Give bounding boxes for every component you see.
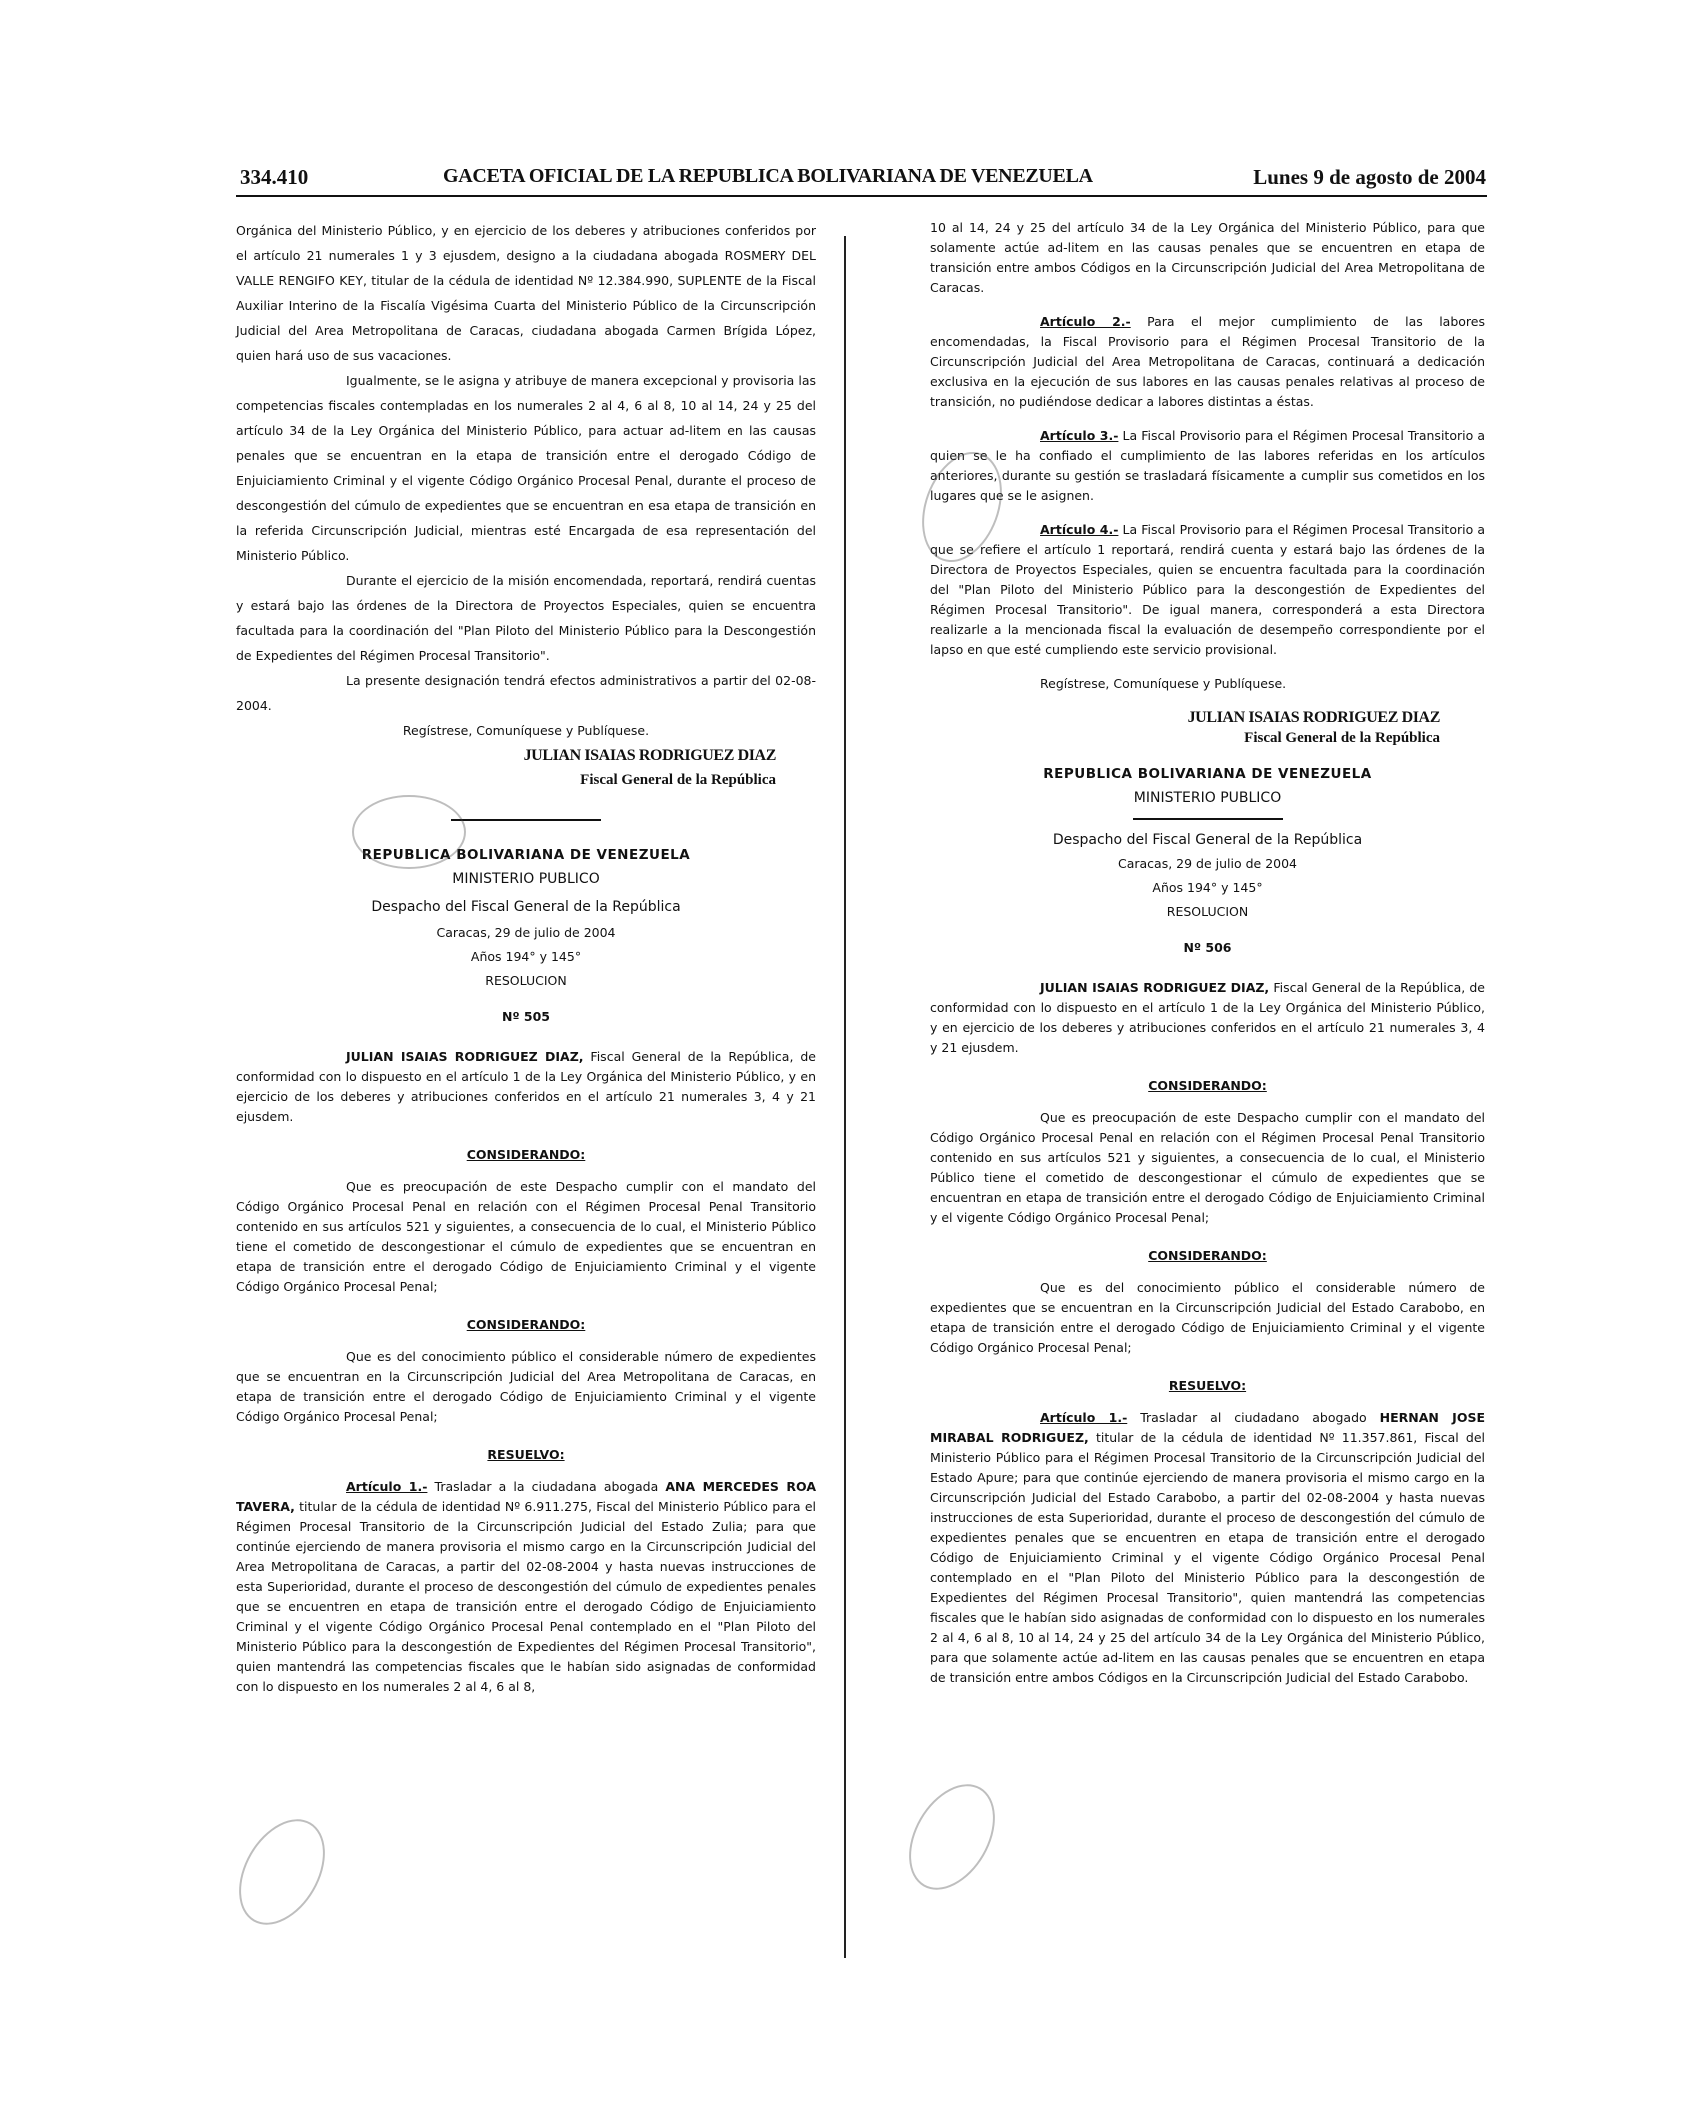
article-1 <box>236 1477 816 1697</box>
resuelvo-heading: RESUELVO: <box>1168 1378 1247 1393</box>
article-3 <box>930 426 1485 506</box>
office-name: Despacho del Fiscal General de la República <box>371 899 681 915</box>
considerando-heading: CONSIDERANDO: <box>1148 1248 1267 1263</box>
article-4 <box>930 520 1485 660</box>
ministry-name: MINISTERIO PUBLICO <box>452 871 600 887</box>
page-number: 334.410 <box>240 165 309 189</box>
intro-name: JULIAN ISAIAS RODRIGUEZ DIAZ, <box>1040 980 1270 995</box>
considerando-heading: CONSIDERANDO: <box>466 1147 586 1162</box>
article-label: Artículo 4.- <box>1040 522 1119 537</box>
considerando-text: Que es del conocimiento público el considerable número de expedientes que se encuentran en la Circunscripción Judicial del Estado Carabobo, en etapa de transición entre el derogado Código de Enjuiciamiento Criminal y el vigente Código Orgánico Procesal Penal; <box>930 1280 1485 1355</box>
header-rule <box>236 195 1487 197</box>
resuelvo-heading: RESUELVO: <box>487 1447 565 1462</box>
article-text: La Fiscal Provisorio para el Régimen Procesal Transitorio a quien se le ha confiado el cumplimiento de las labores referidas en los artículos anteriores, durante su gestión se trasladará físicamente a cumplir sus cometidos en los lugares que se le asignen. <box>930 428 1486 503</box>
intro-text: Fiscal General de la República, de conformidad con lo dispuesto en el artículo 1 de la Ley Orgánica del Ministerio Público, y en ejercicio de los deberes y atribuciones conferidos en el artículo 21 numerales 3, 4 y 21 ejusdem. <box>236 1049 816 1124</box>
official-seal-stamp <box>221 1804 342 1940</box>
ministry-name: MINISTERIO PUBLICO <box>1133 790 1282 806</box>
article-label: Artículo 1.- <box>1040 1410 1128 1425</box>
section-rule <box>451 819 601 821</box>
issue-date: Lunes 9 de agosto de 2004 <box>1253 165 1486 189</box>
paragraph: Igualmente, se le asigna y atribuye de manera excepcional y provisoria las competencias fiscales contempladas en los numerales 2 al 4, 6 al 8, 10 al 14, 24 y 25 del artículo 34 de la Ley Orgánica del Ministerio Público, para actuar ad-litem en las causas penales que se encuentran en la etapa de transición entre el derogado Código de Enjuiciamiento Criminal y el vigente Código Orgánico Procesal Penal, durante el proceso de descongestión del cúmulo de expedientes que se encuentran en esa etapa de transición en la referida Circunscripción Judicial, mientras esté Encargada de esa representación del Ministerio Público. <box>236 373 816 563</box>
considerando-heading: CONSIDERANDO: <box>1148 1078 1267 1093</box>
article-2 <box>930 312 1485 412</box>
resolution-number: Nº 506 <box>1183 940 1232 955</box>
article-label: Artículo 3.- <box>1040 428 1119 443</box>
article-text: La Fiscal Provisorio para el Régimen Procesal Transitorio a que se refiere el artículo 1 reportará, rendirá cuenta y estará bajo las órdenes de la Directora de Proyectos Especiales, quien se encuentra facultada para la coordinación del "Plan Piloto del Ministerio Público para la descongestión de Expedientes del Régimen Procesal Transitorio". De igual manera, corresponderá a esta Directora realizarle a la mencionada fiscal la evaluación de desempeño correspondiente por el lapso en que esté cumpliendo este servicio provisional. <box>930 522 1486 657</box>
signatory-name: JULIAN ISAIAS RODRIGUEZ DIAZ <box>523 747 776 764</box>
resolution-heading: REPUBLICA BOLIVARIANA DE VENEZUELA <box>1043 766 1372 782</box>
place-date: Caracas, 29 de julio de 2004 <box>1117 856 1298 871</box>
paragraph: La presente designación tendrá efectos administrativos a partir del 02-08-2004. <box>236 673 816 713</box>
signatory-name: JULIAN ISAIAS RODRIGUEZ DIAZ <box>1187 709 1440 726</box>
resolution-heading: REPUBLICA BOLIVARIANA DE VENEZUELA <box>361 847 691 863</box>
paragraph: Durante el ejercicio de la misión encomendada, reportará, rendirá cuentas y estará bajo las órdenes de la Directora de Proyectos Especiales, quien se encuentra facultada para la coordinación del "Plan Piloto del Ministerio Público para la Descongestión de Expedientes del Régimen Procesal Transitorio". <box>236 573 816 663</box>
article-text: titular de la cédula de identidad Nº 6.911.275, Fiscal del Ministerio Público para el Régimen Procesal Transitorio de la Circunscripción Judicial del Estado Zulia; para que continúe ejerciendo de manera provisoria el mismo cargo en la Circunscripción Judicial del Area Metropolitana de Caracas, a partir del 02-08-2004 y hasta nuevas instrucciones de esta Superioridad, durante el proceso de descongestión del cúmulo de expedientes penales que se encuentren en etapa de transición entre el derogado Código de Enjuiciamiento Criminal y el vigente Código Orgánico Procesal Penal contemplado en el "Plan Piloto del Ministerio Público para la descongestión de Expedientes del Régimen Procesal Transitorio", quien mantendrá las competencias fiscales que le habían sido asignadas de conformidad con lo dispuesto en los numerales 2 al 4, 6 al 8, <box>236 1499 816 1694</box>
right-column <box>930 218 1485 1688</box>
article-label: Artículo 2.- <box>1040 314 1131 329</box>
considerando-text: Que es preocupación de este Despacho cumplir con el mandato del Código Orgánico Procesal Penal en relación con el Régimen Procesal Penal Transitorio contenido en sus artículos 521 y siguientes, a consecuencia de lo cual, el Ministerio Público tiene el cometido de descongestionar el cúmulo de expedientes que se encuentran en etapa de transición entre el derogado Código de Enjuiciamiento Criminal y el vigente Código Orgánico Procesal Penal; <box>930 1110 1485 1225</box>
resolution-label: RESOLUCION <box>1166 904 1249 919</box>
place-date: Caracas, 29 de julio de 2004 <box>436 925 616 940</box>
considerando-text: Que es preocupación de este Despacho cumplir con el mandato del Código Orgánico Procesal Penal en relación con el Régimen Procesal Penal Transitorio contenido en sus artículos 521 y siguientes, a consecuencia de lo cual, el Ministerio Público tiene el cometido de descongestionar el cúmulo de expedientes que se encuentran en etapa de transición entre el derogado Código de Enjuiciamiento Criminal y el vigente Código Orgánico Procesal Penal; <box>236 1179 816 1294</box>
closing-formula: Regístrese, Comuníquese y Publíquese. <box>402 723 650 738</box>
signatory-title: Fiscal General de la República <box>580 772 776 788</box>
article-text: Trasladar a la ciudadana abogada <box>427 1479 666 1494</box>
paragraph: Orgánica del Ministerio Público, y en ejercicio de los deberes y atribuciones conferidos por el artículo 21 numerales 1 y 3 ejusdem, designo a la ciudadana abogada ROSMERY DEL VALLE RENGIFO KEY, titular de la cédula de identidad Nº 12.384.990, SUPLENTE de la Fiscal Auxiliar Interino de la Fiscalía Vigésima Cuarta del Ministerio Público de la Circunscripción Judicial del Area Metropolitana de Caracas, ciudadana abogada Carmen Brígida López, quien hará uso de sus vacaciones. <box>236 223 816 363</box>
resolution-number: Nº 505 <box>502 1009 550 1024</box>
years: Años 194° y 145° <box>470 949 582 964</box>
section-rule <box>1133 818 1283 820</box>
article-text: Para el mejor cumplimiento de las labores encomendadas, la Fiscal Provisorio para el Régimen Procesal Transitorio de la Circunscripción Judicial del Area Metropolitana de Caracas, continuará a dedicación exclusiva en la ejecución de sus labores en las causas penales relativas al proceso de transición, no pudiéndose dedicar a labores distintas a éstas. <box>930 314 1485 409</box>
left-column <box>236 218 816 1697</box>
considerando-text: Que es del conocimiento público el considerable número de expedientes que se encuentran en la Circunscripción Judicial del Area Metropolitana de Caracas, en etapa de transición entre el derogado Código de Enjuiciamiento Criminal y el vigente Código Orgánico Procesal Penal; <box>236 1349 816 1424</box>
column-divider <box>844 236 846 1958</box>
resolution-intro <box>236 1047 816 1127</box>
intro-text: Fiscal General de la República, de conformidad con lo dispuesto en el artículo 1 de la Ley Orgánica del Ministerio Público, y en ejercicio de los deberes y atribuciones conferidos en el artículo 21 numerales 3, 4 y 21 ejusdem. <box>930 980 1485 1055</box>
article-1 <box>930 1408 1485 1688</box>
closing-formula: Regístrese, Comuníquese y Publíquese. <box>1040 676 1287 691</box>
resolution-label: RESOLUCION <box>485 973 567 988</box>
article-person: HERNAN JOSE MIRABAL RODRIGUEZ, <box>930 1410 1486 1445</box>
considerando-heading: CONSIDERANDO: <box>466 1317 586 1332</box>
intro-name: JULIAN ISAIAS RODRIGUEZ DIAZ, <box>346 1049 584 1064</box>
resolution-intro <box>930 978 1485 1058</box>
article-label: Artículo 1.- <box>346 1479 428 1494</box>
official-seal-stamp <box>891 1769 1012 1905</box>
gazette-title: GACETA OFICIAL DE LA REPUBLICA BOLIVARIANA DE VENEZUELA <box>443 165 1093 187</box>
official-seal-stamp <box>352 795 466 869</box>
signatory-title: Fiscal General de la República <box>1244 730 1440 746</box>
years: Años 194° y 145° <box>1152 880 1263 895</box>
office-name: Despacho del Fiscal General de la República <box>1052 832 1363 848</box>
article-text: titular de la cédula de identidad Nº 11.357.861, Fiscal del Ministerio Público para el Régimen Procesal Transitorio de la Circunscripción Judicial del Estado Apure; para que continúe ejerciendo de manera provisoria el mismo cargo en la Circunscripción Judicial del Estado Carabobo, a partir del 02-08-2004 y hasta nuevas instrucciones de esta Superioridad, durante el proceso de descongestión del cúmulo de expedientes penales que se encuentren en etapa de transición entre el derogado Código de Enjuiciamiento Criminal y el vigente Código Orgánico Procesal Penal contemplado en el "Plan Piloto del Ministerio Público para la descongestión de Expedientes del Régimen Procesal Transitorio", quien mantendrá las competencias fiscales que le habían sido asignadas de conformidad con lo dispuesto en los numerales 2 al 4, 6 al 8, 10 al 14, 24 y 25 del artículo 34 de la Ley Orgánica del Ministerio Público, para que solamente actúe ad-litem en las causas penales que se encuentren en etapa de transición entre ambos Códigos en la Circunscripción Judicial del Estado Carabobo. <box>930 1430 1485 1685</box>
article-person: ANA MERCEDES ROA TAVERA, <box>236 1479 816 1514</box>
article-text: Trasladar al ciudadano abogado <box>1127 1410 1380 1425</box>
paragraph: 10 al 14, 24 y 25 del artículo 34 de la Ley Orgánica del Ministerio Público, para que solamente actúe ad-litem en las causas penales que se encuentren en etapa de transición entre ambos Códigos en la Circunscripción Judicial del Area Metropolitana de Caracas. <box>930 220 1485 295</box>
